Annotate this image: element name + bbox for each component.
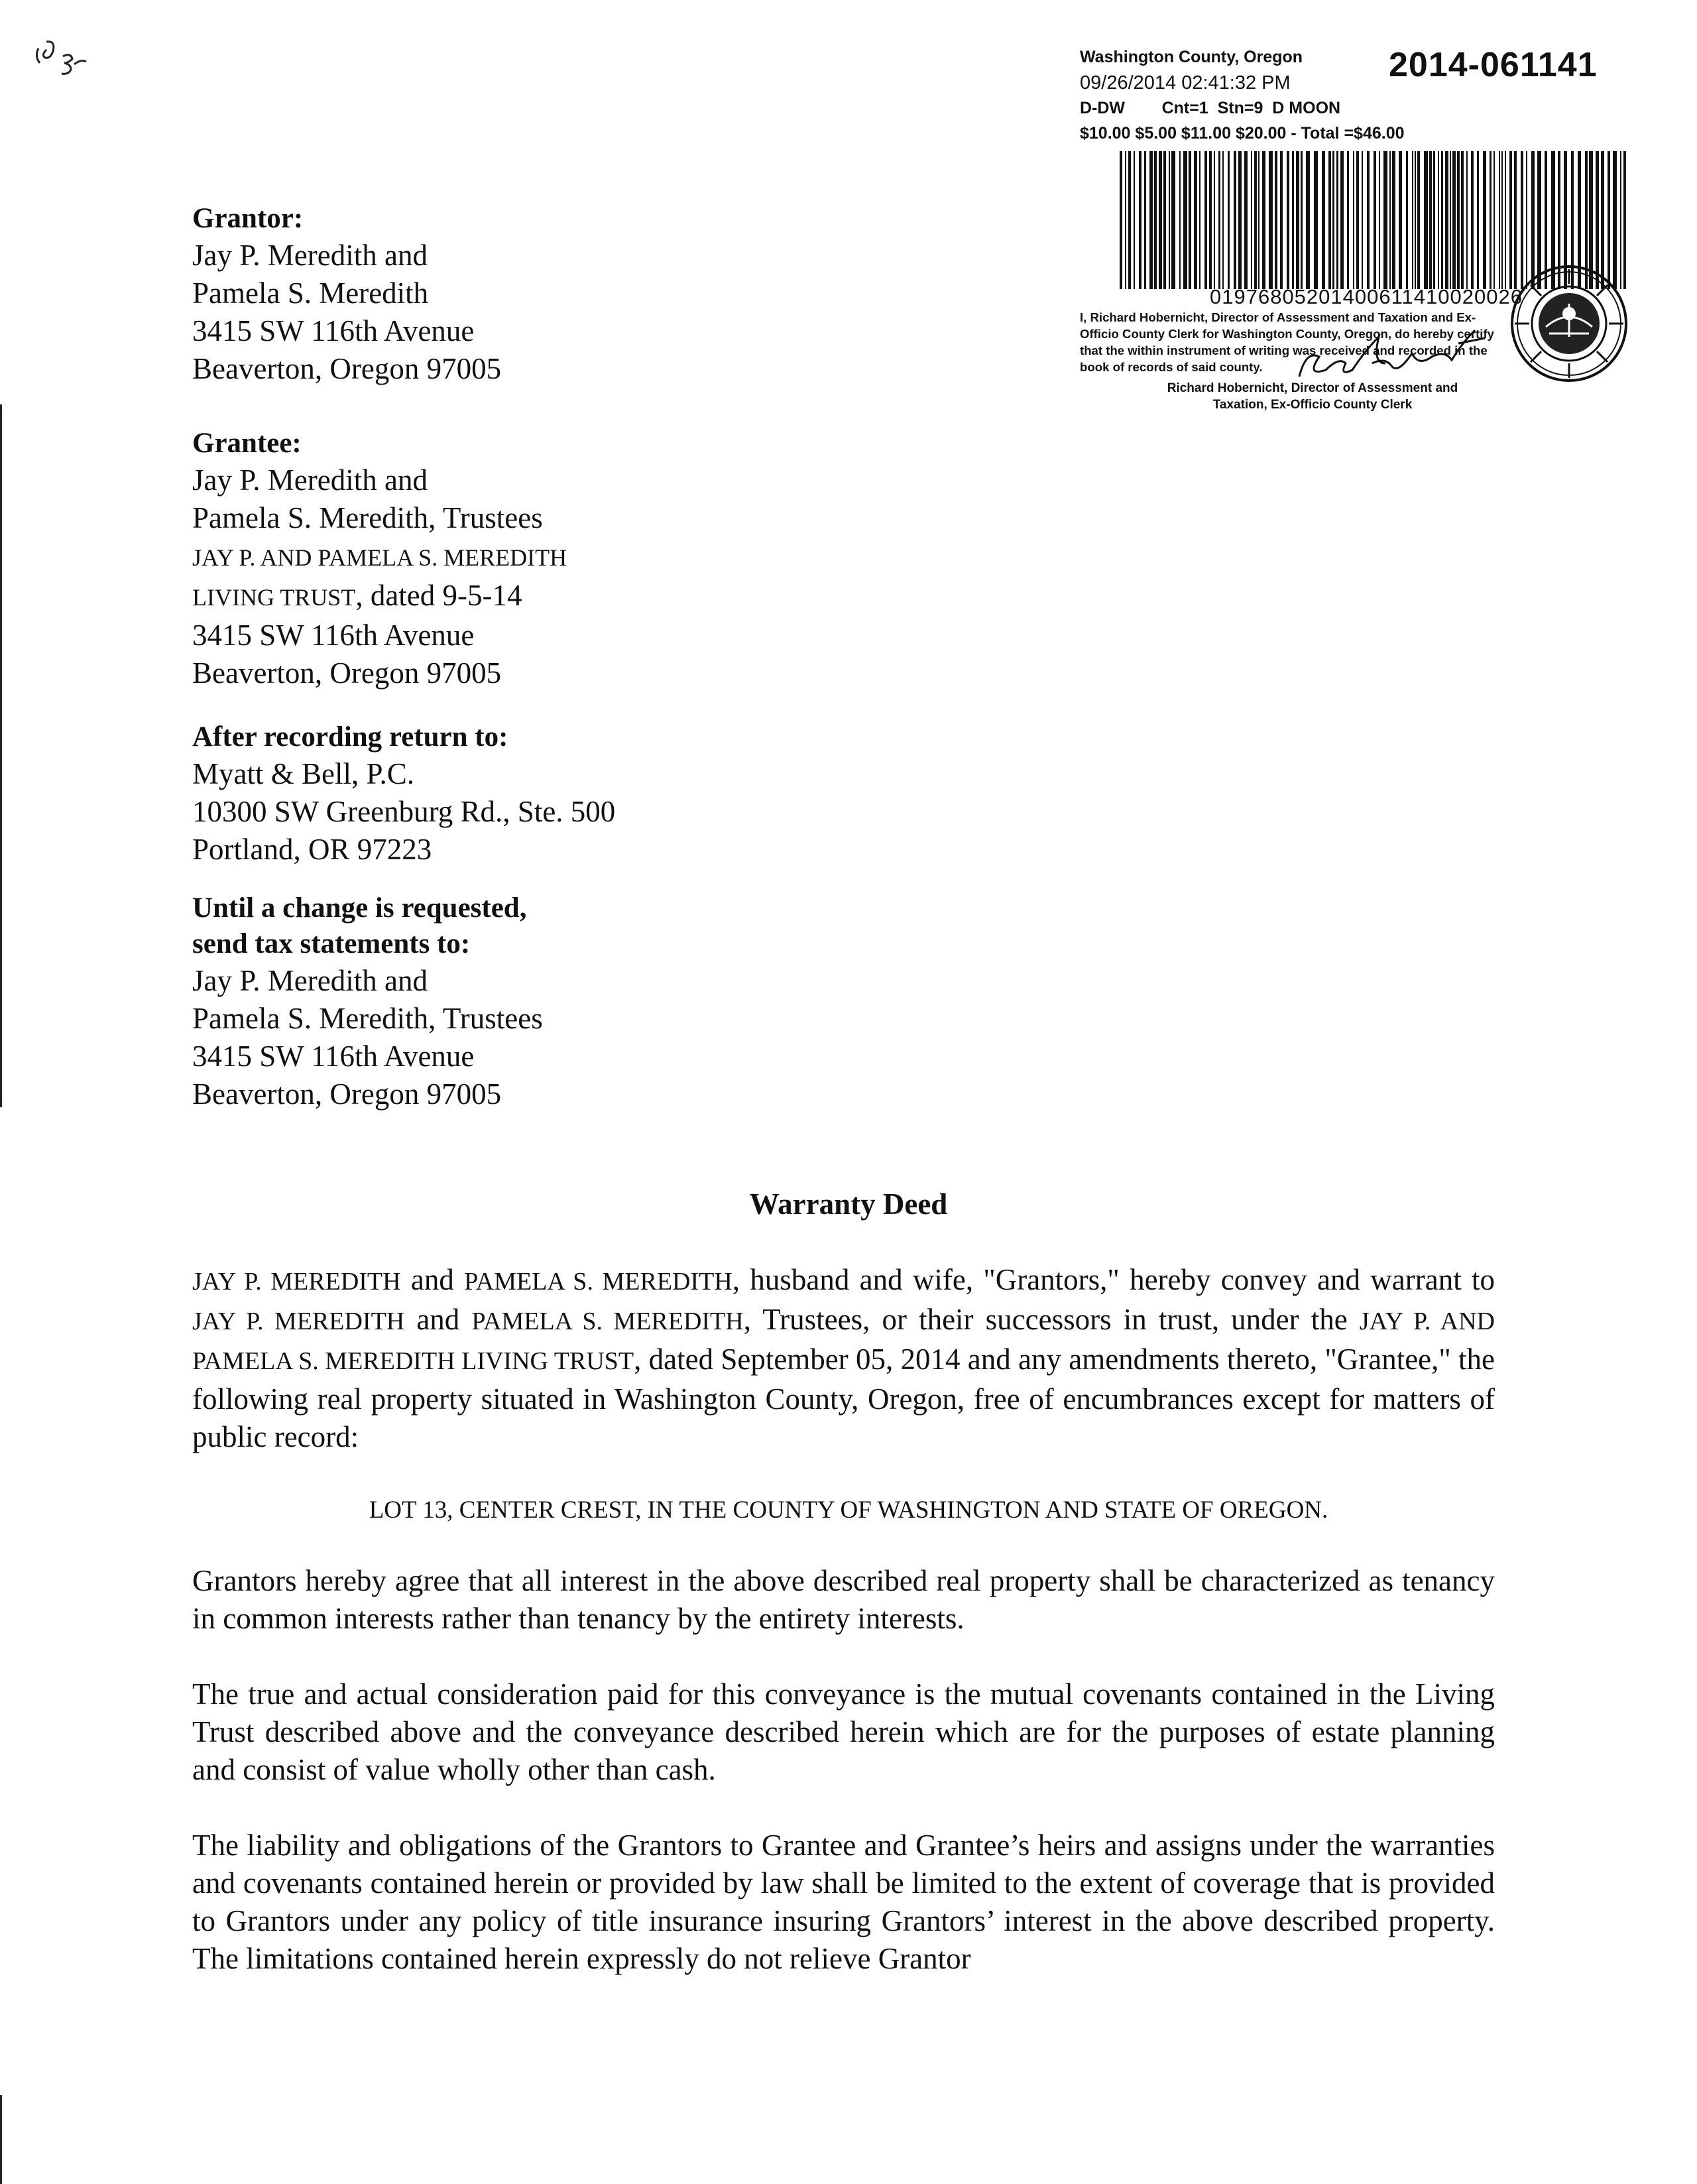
legal-description: LOT 13, CENTER CREST, IN THE COUNTY OF WASHINGTON AND STATE OF OREGON. [369, 1496, 1328, 1524]
barcode-bar [1328, 151, 1331, 289]
barcode-bar [1389, 151, 1391, 289]
return-to-line: Portland, OR 97223 [192, 833, 432, 866]
grantee-line: Beaverton, Oregon 97005 [192, 656, 502, 690]
grantor-heading: Grantor: [192, 203, 304, 234]
grantor-line: Beaverton, Oregon 97005 [192, 352, 502, 385]
grantor-line: Jay P. Meredith and [192, 239, 428, 272]
recording-type-line: D-DW Cnt=1 Stn=9 D MOON [1080, 99, 1341, 117]
barcode-bar [1134, 151, 1135, 289]
paragraph-text: , husband and wife, "Grantors," hereby convey and warrant to [732, 1263, 1495, 1296]
barcode-bar [1269, 151, 1273, 289]
barcode-bar [1399, 151, 1402, 289]
grantor-name: PAMELA S. MEREDITH [464, 1268, 732, 1296]
barcode-bar [1450, 151, 1451, 289]
grantee-name: PAMELA S. MEREDITH [471, 1307, 744, 1335]
barcode-bar [1466, 151, 1468, 289]
trust-dated: , dated 9-5-14 [355, 579, 522, 612]
barcode-bar [1171, 151, 1175, 289]
barcode-bar [1301, 151, 1303, 289]
barcode-bar [1483, 151, 1486, 289]
recording-certification: I, Richard Hobernicht, Director of Assessment and Taxation and Ex-Officio County Clerk for Washington County, Oregon, do hereby certify that the within instrument of writing was received and recorded in the book of records of said county. [1080, 310, 1494, 374]
recording-datetime: 09/26/2014 02:41:32 PM [1080, 72, 1291, 93]
return-to-line: Myatt & Bell, P.C. [192, 757, 415, 790]
paragraph-text: , Trustees, or their successors in trust, under the [743, 1303, 1360, 1336]
barcode-bar [1183, 151, 1187, 289]
grantor-line: 3415 SW 116th Avenue [192, 314, 475, 347]
barcode-bar [1144, 151, 1146, 289]
tax-statements-block [192, 890, 543, 1113]
grantor-block [192, 201, 501, 388]
deed-paragraph-2: Grantors hereby agree that all interest in the above described real property shall be characterized as tenancy in common interests rather than tenancy by the entirety interests. [192, 1564, 1495, 1635]
recording-stamp [1077, 45, 1634, 430]
grantee-block [192, 426, 567, 692]
grantee-line: Jay P. Meredith and [192, 463, 428, 497]
tax-heading: Until a change is requested, [192, 892, 527, 924]
barcode-bar [1424, 151, 1428, 289]
grantee-trust-dated [192, 577, 567, 617]
scan-edge-artifact [0, 404, 2, 1107]
barcode-bar [1471, 151, 1474, 289]
barcode-bar [1120, 151, 1122, 289]
barcode-bar [1374, 151, 1376, 289]
signatory-title: Taxation, Ex-Officio County Clerk [1212, 398, 1413, 412]
barcode-bar [1280, 151, 1283, 289]
barcode-bar [1251, 151, 1252, 289]
barcode-bar [1244, 151, 1248, 289]
barcode-bar [1493, 151, 1495, 289]
barcode-bar [1367, 151, 1370, 289]
barcode-bar [1222, 151, 1224, 289]
barcode-bar [1438, 151, 1439, 289]
barcode-bar [1461, 151, 1464, 289]
barcode-bar [1194, 151, 1197, 289]
barcode-bar [1234, 151, 1236, 289]
tax-line: Beaverton, Oregon 97005 [192, 1077, 502, 1111]
barcode-bar [1445, 151, 1448, 289]
barcode-bar [1125, 151, 1126, 289]
trust-label: LIVING TRUST [192, 584, 356, 611]
barcode-bar [1218, 151, 1220, 289]
barcode-bar [1179, 151, 1181, 289]
barcode-bar [1306, 151, 1310, 289]
tax-heading: send tax statements to: [192, 928, 471, 959]
barcode-bar [1159, 151, 1162, 289]
barcode-bar [1383, 151, 1387, 289]
barcode-bar [1379, 151, 1380, 289]
grantee-line: Pamela S. Meredith, Trustees [192, 501, 543, 534]
scan-edge-artifact [0, 2095, 2, 2184]
barcode-bar [1501, 151, 1503, 289]
barcode-bar [1204, 151, 1207, 289]
barcode-bar [1214, 151, 1215, 289]
recording-fees: $10.00 $5.00 $11.00 $20.00 - Total =$46.00 [1080, 124, 1405, 143]
barcode-bar [1336, 151, 1338, 289]
barcode-bar [1128, 151, 1131, 289]
tax-line: 3415 SW 116th Avenue [192, 1040, 475, 1073]
barcode-bar [1258, 151, 1259, 289]
barcode-bar [1314, 151, 1318, 289]
tax-line: Pamela S. Meredith, Trustees [192, 1002, 543, 1035]
barcode-bar [1238, 151, 1242, 289]
barcode-bar [1209, 151, 1212, 289]
barcode-bar [1441, 151, 1443, 289]
barcode-bar [1392, 151, 1395, 289]
barcode-bar [1362, 151, 1363, 289]
grantee-trust-name [192, 537, 567, 577]
barcode-bar [1452, 151, 1456, 289]
deed-title: Warranty Deed [749, 1187, 948, 1221]
barcode-bar [1254, 151, 1257, 289]
barcode-bar [1275, 151, 1277, 289]
return-to-block [192, 719, 615, 869]
barcode-bar [1149, 151, 1153, 289]
barcode-bar [1287, 151, 1289, 289]
barcode-bar [1433, 151, 1435, 289]
barcode-bar [1477, 151, 1479, 289]
barcode-bar [1353, 151, 1354, 289]
trust-name: JAY P. AND PAMELA S. MEREDITH [192, 544, 567, 571]
handwritten-mark [27, 36, 99, 83]
paragraph-text: , dated September 05, 2014 and any amendments thereto, "Grantee," the following real property situated in Washington County, Oregon, free of encumbrances except for matters of public record: [192, 1343, 1495, 1453]
barcode-bar [1322, 151, 1325, 289]
trust-name: JAY P. AND PAMELA S. MEREDITH LIVING TRUST [192, 1307, 1495, 1375]
barcode-bar [1412, 151, 1413, 289]
barcode-number: 01976805201400611410020026 [1210, 285, 1523, 308]
signatory-name: Richard Hobernicht, Director of Assessment and [1167, 381, 1458, 395]
barcode-bar [1499, 151, 1500, 289]
return-to-line: 10300 SW Greenburg Rd., Ste. 500 [192, 795, 616, 828]
grantee-name: JAY P. MEREDITH [192, 1307, 405, 1335]
deed-paragraph-1 [192, 1261, 1495, 1456]
county-seal-icon [1509, 264, 1629, 383]
barcode-bar [1199, 151, 1200, 289]
return-to-heading: After recording return to: [192, 721, 508, 753]
barcode-bar [1406, 151, 1408, 289]
barcode-bar [1429, 151, 1432, 289]
barcode-bar [1189, 151, 1191, 289]
tax-line: Jay P. Meredith and [192, 964, 428, 997]
barcode-bar [1332, 151, 1334, 289]
conjunction: and [400, 1263, 465, 1296]
recording-county: Washington County, Oregon [1080, 48, 1303, 66]
barcode-bar [1356, 151, 1359, 289]
barcode-bar [1340, 151, 1344, 289]
barcode-bar [1417, 151, 1420, 289]
barcode-bar [1262, 151, 1265, 289]
deed-paragraph-4: The liability and obligations of the Grantors to Grantee and Grantee’s heirs and assigns under the warranties and covenants contained herein or provided by law shall be limited to the extent of coverage that is provided to Grantors under any policy of title insurance insuring Grantors’ interest in the above described property. The limitations contained herein expressly do not relieve Grantor [192, 1829, 1495, 1975]
grantee-heading: Grantee: [192, 428, 302, 459]
barcode-bar [1505, 151, 1506, 289]
barcode-bar [1228, 151, 1230, 289]
barcode-bar [1169, 151, 1170, 289]
barcode-bar [1457, 151, 1460, 289]
barcode-bar [1139, 151, 1141, 289]
document-number: 2014-061141 [1389, 46, 1598, 84]
barcode-bar [1490, 151, 1492, 289]
barcode-bar [1163, 151, 1166, 289]
barcode-bar [1296, 151, 1299, 289]
barcode-bar [1154, 151, 1157, 289]
barcode-bar [1347, 151, 1349, 289]
conjunction: and [404, 1303, 472, 1336]
deed-paragraph-3: The true and actual consideration paid for this conveyance is the mutual covenants contained in the Living Trust described above and the conveyance described herein which are for the purposes of estate planning and consist of value wholly other than cash. [192, 1677, 1495, 1786]
grantee-line: 3415 SW 116th Avenue [192, 619, 475, 652]
barcode-bar [1415, 151, 1416, 289]
clerk-signature [1293, 324, 1511, 396]
grantor-name: JAY P. MEREDITH [192, 1268, 401, 1296]
grantor-line: Pamela S. Meredith [192, 276, 429, 310]
barcode-bar [1292, 151, 1294, 289]
